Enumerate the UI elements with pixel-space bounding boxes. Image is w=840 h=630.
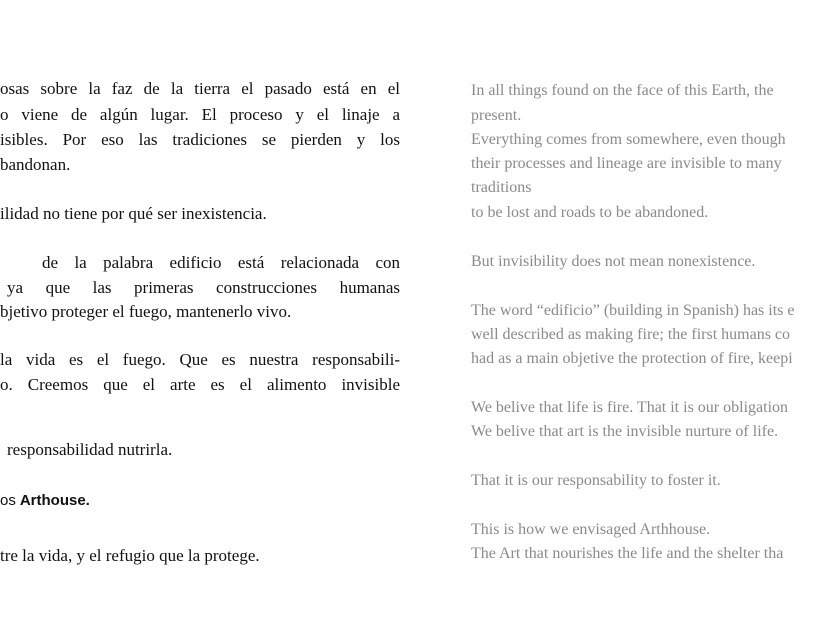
english-line: That it is our responsability to foster it. xyxy=(471,472,721,489)
english-line: present. xyxy=(471,107,522,124)
english-line: We belive that life is fire. That it is our obligation xyxy=(471,399,789,416)
english-line: We belive that art is the invisible nurture of life. xyxy=(471,423,779,440)
english-line: to be lost and roads to be abandoned. xyxy=(471,204,709,221)
english-line: well described as making fire; the first humans co xyxy=(471,326,791,343)
arthouse-line xyxy=(0,492,90,510)
english-line: Everything comes from somewhere, even though xyxy=(471,131,786,148)
spanish-line: isibles. Por eso las tradiciones se pierden y los xyxy=(0,130,400,149)
spanish-line: responsabilidad nutrirla. xyxy=(7,440,173,459)
english-line: The word “edificio” (building in Spanish) has its e xyxy=(471,302,795,319)
spanish-line: bjetivo proteger el fuego, mantenerlo vivo. xyxy=(0,302,292,321)
spanish-line: osas sobre la faz de la tierra el pasado está en el xyxy=(0,79,400,98)
spanish-line: o. Creemos que el arte es el alimento invisible xyxy=(0,375,400,394)
english-line: But invisibility does not mean nonexistence. xyxy=(471,253,756,270)
spanish-line: ya que las primeras construcciones humanas xyxy=(7,278,400,297)
arthouse-prefix: os xyxy=(0,492,16,509)
english-line: traditions xyxy=(471,179,532,196)
english-line: In all things found on the face of this Earth, the xyxy=(471,82,774,99)
english-line: The Art that nourishes the life and the shelter tha xyxy=(471,545,784,562)
english-line: This is how we envisaged Arthhouse. xyxy=(471,521,711,538)
spanish-line: bandonan. xyxy=(0,155,71,174)
spanish-line: de la palabra edificio está relacionada con xyxy=(42,253,400,272)
arthouse-name: Arthouse. xyxy=(19,492,90,509)
english-line: their processes and lineage are invisible to many xyxy=(471,155,782,172)
spanish-line: ilidad no tiene por qué ser inexistencia. xyxy=(0,204,267,223)
english-line: had as a main objetive the protection of fire, keepi xyxy=(471,350,793,367)
spanish-line: la vida es el fuego. Que es nuestra responsabili- xyxy=(0,350,400,369)
spanish-line: o viene de algún lugar. El proceso y el linaje a xyxy=(0,105,400,124)
spanish-line: tre la vida, y el refugio que la protege. xyxy=(0,546,260,565)
